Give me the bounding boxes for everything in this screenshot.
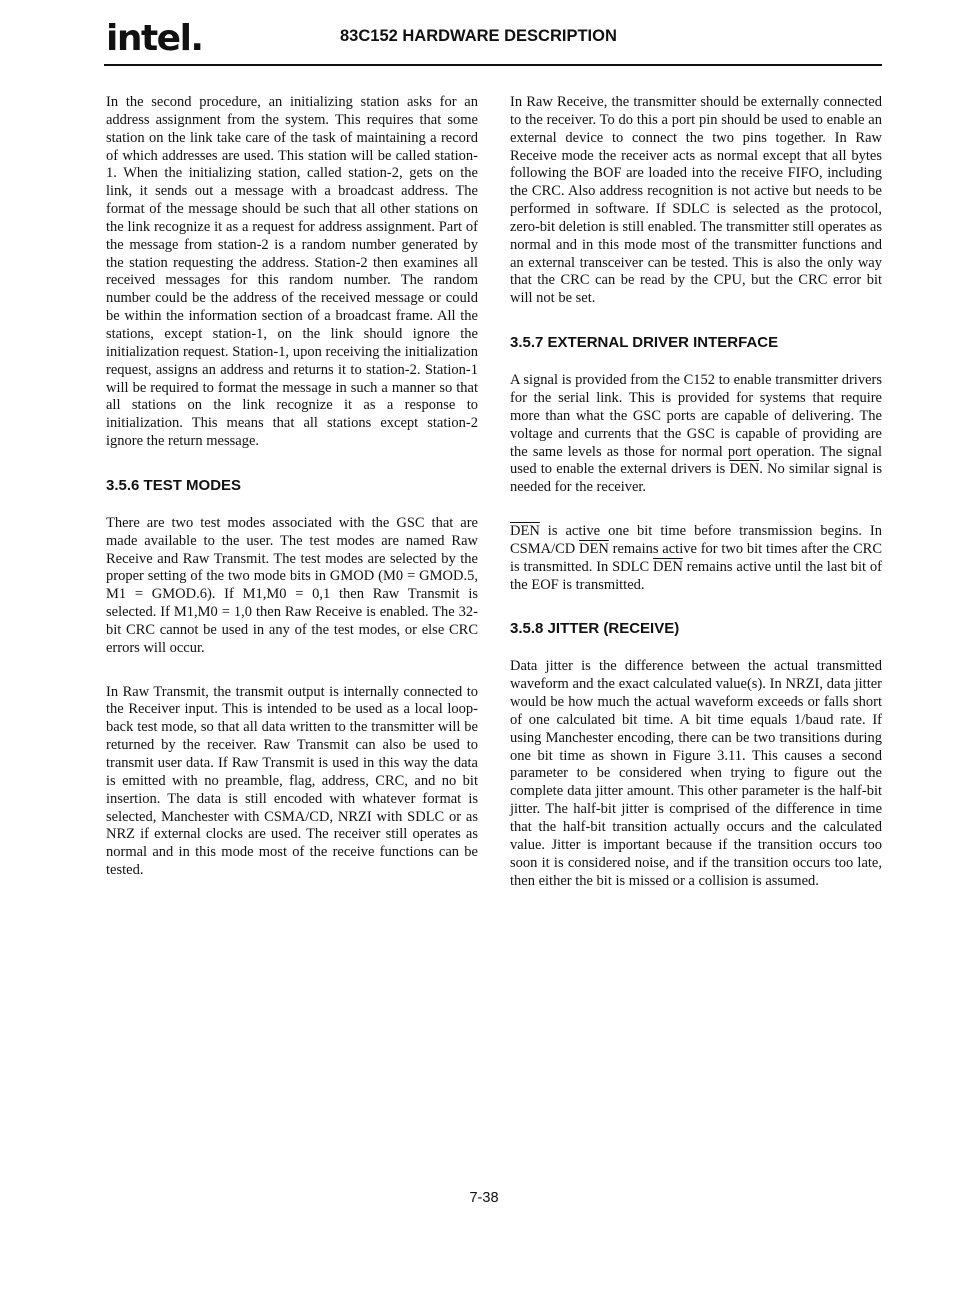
heading-external-driver-interface: 3.5.7 EXTERNAL DRIVER INTERFACE	[510, 334, 779, 352]
paragraph-address-assignment: In the second procedure, an initializing station asks for an address assignment from the system. This requires that some station on the link take care of the task of maintaining a record of which addresses are used. This station will be called station-1. When the initializing station, called station-2, gets on the link, it sends out a message with a broadcast address. The format of the message should be such that all other stations on the link recognize it as a request for address assignment. Part of the message from station-2 is a random number generated by the station requesting the address. Station-2 then examines all received messages for this random number. The random number could be the address of the received message or could be within the information section of a broadcast frame. All the stations, except station-1, on the link should ignore the initialization request. Station-1, upon receiving the initialization request, assigns an address and returns it to station-2. Station-1 will be required to format the message in such a manner so that all stations on the link recognize it as a response to initialization. This means that all stations except station-2 ignore the return message.	[106, 94, 478, 450]
page-header	[0, 0, 968, 70]
paragraph-jitter: Data jitter is the difference between the actual transmitted waveform and the exact calculated value(s). In NRZI, data jitter would be how much the actual waveform exceeds or falls short of one calculated bit time. A bit time equals 1/baud rate. If using Manchester encoding, there can be two transitions during one bit time as shown in Figure 3.11. This causes a second parameter to be considered when trying to figure out the complete data jitter amount. This other parameter is the half-bit jitter. The half-bit jitter is comprised of the difference in time that the half-bit transition actually occurs and the calculated value. Jitter is important because if the transition occurs too soon it is considered noise, and if the transition occurs too late, then either the bit is missed or a collision is assumed.	[510, 658, 882, 889]
text-run: remains active until the last bit of the EOF is transmitted.	[510, 558, 882, 593]
page-number: 7-38	[469, 1190, 499, 1206]
text-run: A signal is provided from the C152 to enable transmitter drivers for the serial link. This is provided for systems that require more than what the GSC ports are capable of delivering. The voltage and currents that the GSC is capable of providing are the same levels as those for normal port operation. The signal used to enable the external drivers is	[510, 372, 882, 478]
den-signal: $\overline{DEN}$	[729, 461, 760, 478]
right-column	[510, 94, 882, 916]
left-column	[106, 94, 478, 906]
paragraph-driver-signal	[510, 372, 882, 497]
text-run: . No similar signal is needed for the receiver.	[510, 461, 882, 496]
paragraph-raw-transmit: In Raw Transmit, the transmit output is internally connected to the Receiver input. This is intended to be used as a local loop-back test mode, so that all data written to the transmitter will be returned by the receiver. Raw Transmit can also be used to transmit user data. If Raw Transmit is used in this way the data is emitted with no preamble, flag, address, CRC, and no bit insertion. The data is still encoded with whatever format is selected, Manchester with CSMA/CD, NRZI with SDLC or as NRZ if external clocks are used. The receiver still operates as normal and in this mode most of the receive functions can be tested.	[106, 683, 478, 879]
paragraph-den-timing	[510, 523, 882, 594]
paragraph-raw-receive: In Raw Receive, the transmitter should be externally connected to the receiver. To do this a port pin should be used to enable an external device to connect the two pins together. In Raw Receive mode the receiver acts as normal except that all bytes following the BOF are loaded into the receive FIFO, including the CRC. Also address recognition is not active but needs to be performed in software. If SDLC is selected as the protocol, zero-bit deletion is still enabled. The transmitter still operates as normal and in this mode most of the transmitter functions and an external transceiver can be tested. This is also the only way that the CRC can be read by the CPU, but the CRC error bit will not be set.	[510, 94, 882, 307]
header-rule	[104, 64, 882, 66]
text-run: remains active for two bit times after the CRC is transmitted. In SDLC	[510, 540, 882, 575]
den-signal: $\overline{DEN}$	[579, 540, 609, 557]
heading-jitter-receive: 3.5.8 JITTER (RECEIVE)	[510, 620, 680, 638]
den-signal: $\overline{DEN}$	[510, 523, 540, 540]
document-title: 83C152 HARDWARE DESCRIPTION	[340, 27, 617, 45]
text-run: is active one bit time before transmission begins. In CSMA/CD	[510, 523, 882, 557]
intel-logo: intel.	[106, 18, 203, 59]
den-signal: $\overline{DEN}$	[653, 558, 683, 575]
heading-test-modes: 3.5.6 TEST MODES	[106, 476, 242, 494]
paragraph-test-modes: There are two test modes associated with the GSC that are made available to the user. The test modes are named Raw Receive and Raw Transmit. The test modes are selected by the proper setting of the two mode bits in GMOD (M0 = GMOD.5, M1 = GMOD.6). If M1,M0 = 0,1 then Raw Transmit is selected. If M1,M0 = 1,0 then Raw Receive is enabled. The 32-bit CRC cannot be used in any of the test modes, or else CRC errors will occur.	[106, 514, 478, 656]
